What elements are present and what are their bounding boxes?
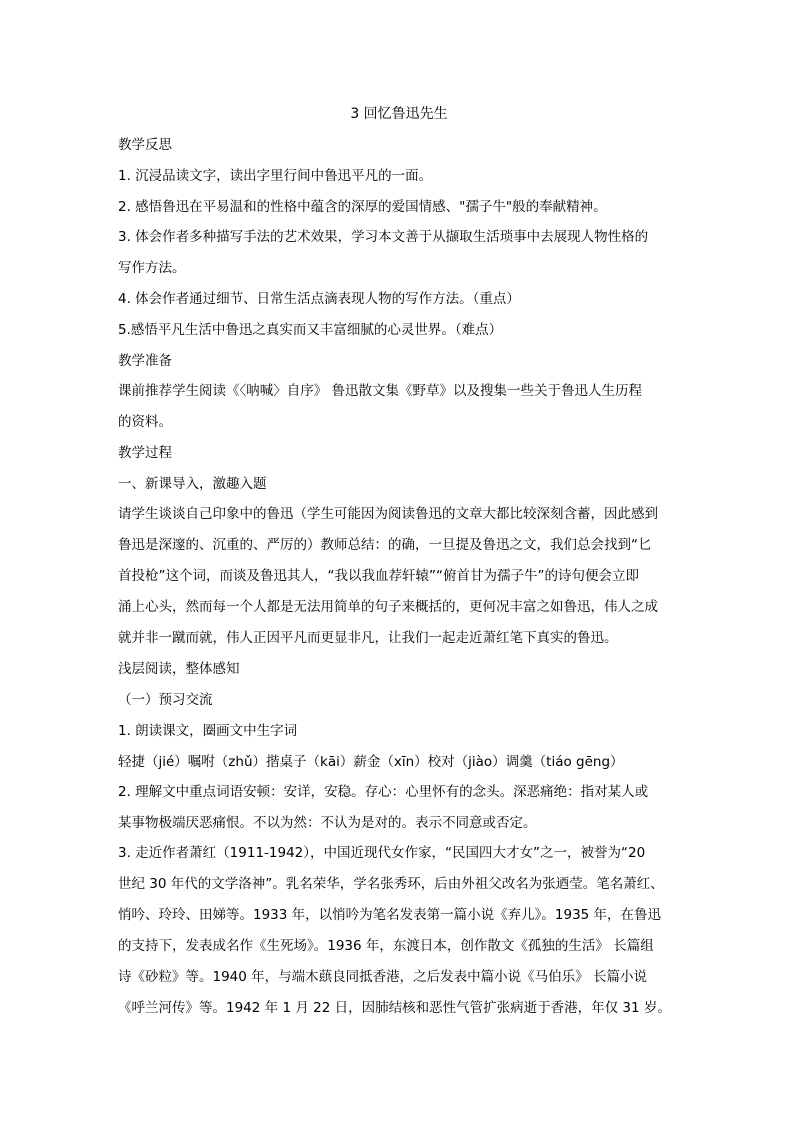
- paragraph-line: 世纪 30 年代的文学洛神”。乳名荣华，学名张秀环，后由外祖父改名为张迺莹。笔名萧红、: [118, 876, 664, 892]
- text-line: 教学准备: [118, 353, 172, 369]
- text-line: 5.感悟平凡生活中鲁迅之真实而又丰富细腻的心灵世界。（难点）: [118, 322, 503, 338]
- paragraph-line: 2. 理解文中重点词语安顿：安详，安稳。存心：心里怀有的念头。深恶痛绝：指对某人或: [118, 784, 649, 800]
- text-line: （一）预习交流: [118, 692, 213, 708]
- paragraph-line: 悄吟、玲玲、田娣等。1933 年，以悄吟为笔名发表第一篇小说《弃儿》。1935 年，在鲁迅: [118, 907, 662, 923]
- text-line: 一、新课导入，激趣入题: [118, 476, 267, 492]
- document-title: 3 回忆鲁迅先生: [350, 106, 448, 122]
- paragraph: [118, 838, 680, 1024]
- paragraph: [118, 499, 680, 654]
- text-line: 轻捷（jié）嘱咐（zhǔ）揩桌子（kāi）薪金（xīn）校对（jiào）调羹（tiáo gēng）: [118, 754, 624, 770]
- text-line: 2. 感悟鲁迅在平易温和的性格中蕴含的深厚的爱国情感、"孺子牛"般的奉献精神。: [118, 199, 607, 215]
- paragraph-line: 就并非一蹴而就，伟人正因平凡而更显非凡，让我们一起走近萧红笔下真实的鲁迅。: [118, 630, 618, 646]
- text-line: 浅层阅读，整体感知: [118, 661, 240, 677]
- paragraph-line: 请学生谈谈自己印象中的鲁迅（学生可能因为阅读鲁迅的文章大都比较深刻含蓄，因此感到: [118, 506, 658, 522]
- paragraph-line: 《呼兰河传》等。1942 年 1 月 22 日，因肺结核和恶性气管扩张病逝于香港，年仅 31 岁。: [118, 1000, 671, 1016]
- paragraph-line: 的支持下，发表成名作《生死场》。1936 年，东渡日本，创作散文《孤独的生活》 长篇组: [118, 938, 654, 954]
- text-line: 教学过程: [118, 445, 172, 461]
- paragraph-line: 诗《砂粒》等。1940 年，与端木蕻良同抵香港，之后发表中篇小说《马伯乐》 长篇小说: [118, 969, 647, 985]
- text-line: 教学反思: [118, 137, 172, 153]
- paragraph: [118, 222, 680, 284]
- text-line: 1. 朗读课文，圈画文中生字词: [118, 723, 298, 739]
- paragraph-line: 涌上心头，然而每一个人都是无法用简单的句子来概括的，更何况丰富之如鲁迅，伟人之成: [118, 599, 658, 615]
- paragraph-line: 首投枪”这个词，而谈及鲁迅其人，“我以我血荐轩辕”“俯首甘为孺子牛”的诗句便会立即: [118, 568, 639, 584]
- text-line: 1. 沉浸品读文字，读出字里行间中鲁迅平凡的一面。: [118, 168, 433, 184]
- paragraph-line: 写作方法。: [118, 260, 186, 276]
- document-body: [118, 104, 680, 1029]
- paragraph-line: 鲁迅是深邃的、沉重的、严厉的）教师总结：的确，一旦提及鲁迅之文，我们总会找到“匕: [118, 537, 652, 553]
- paragraph-line: 某事物极端厌恶痛恨。不以为然：不认为是对的。表示不同意或否定。: [118, 815, 537, 831]
- paragraph: [118, 777, 680, 839]
- paragraph: [118, 376, 680, 438]
- document-blocks: [118, 135, 680, 1024]
- paragraph-line: 的资料。: [118, 414, 172, 430]
- text-line: 4. 体会作者通过细节、日常生活点滴表现人物的写作方法。（重点）: [118, 291, 520, 307]
- paragraph-line: 课前推荐学生阅读《〈呐喊〉自序》 鲁迅散文集《野草》以及搜集一些关于鲁迅人生历程: [118, 383, 643, 399]
- paragraph-line: 3. 体会作者多种描写手法的艺术效果，学习本文善于从撷取生活琐事中去展现人物性格的: [118, 229, 649, 245]
- paragraph-line: 3. 走近作者萧红（1911-1942），中国近现代女作家，“民国四大才女”之一，被誉为“20: [118, 845, 646, 861]
